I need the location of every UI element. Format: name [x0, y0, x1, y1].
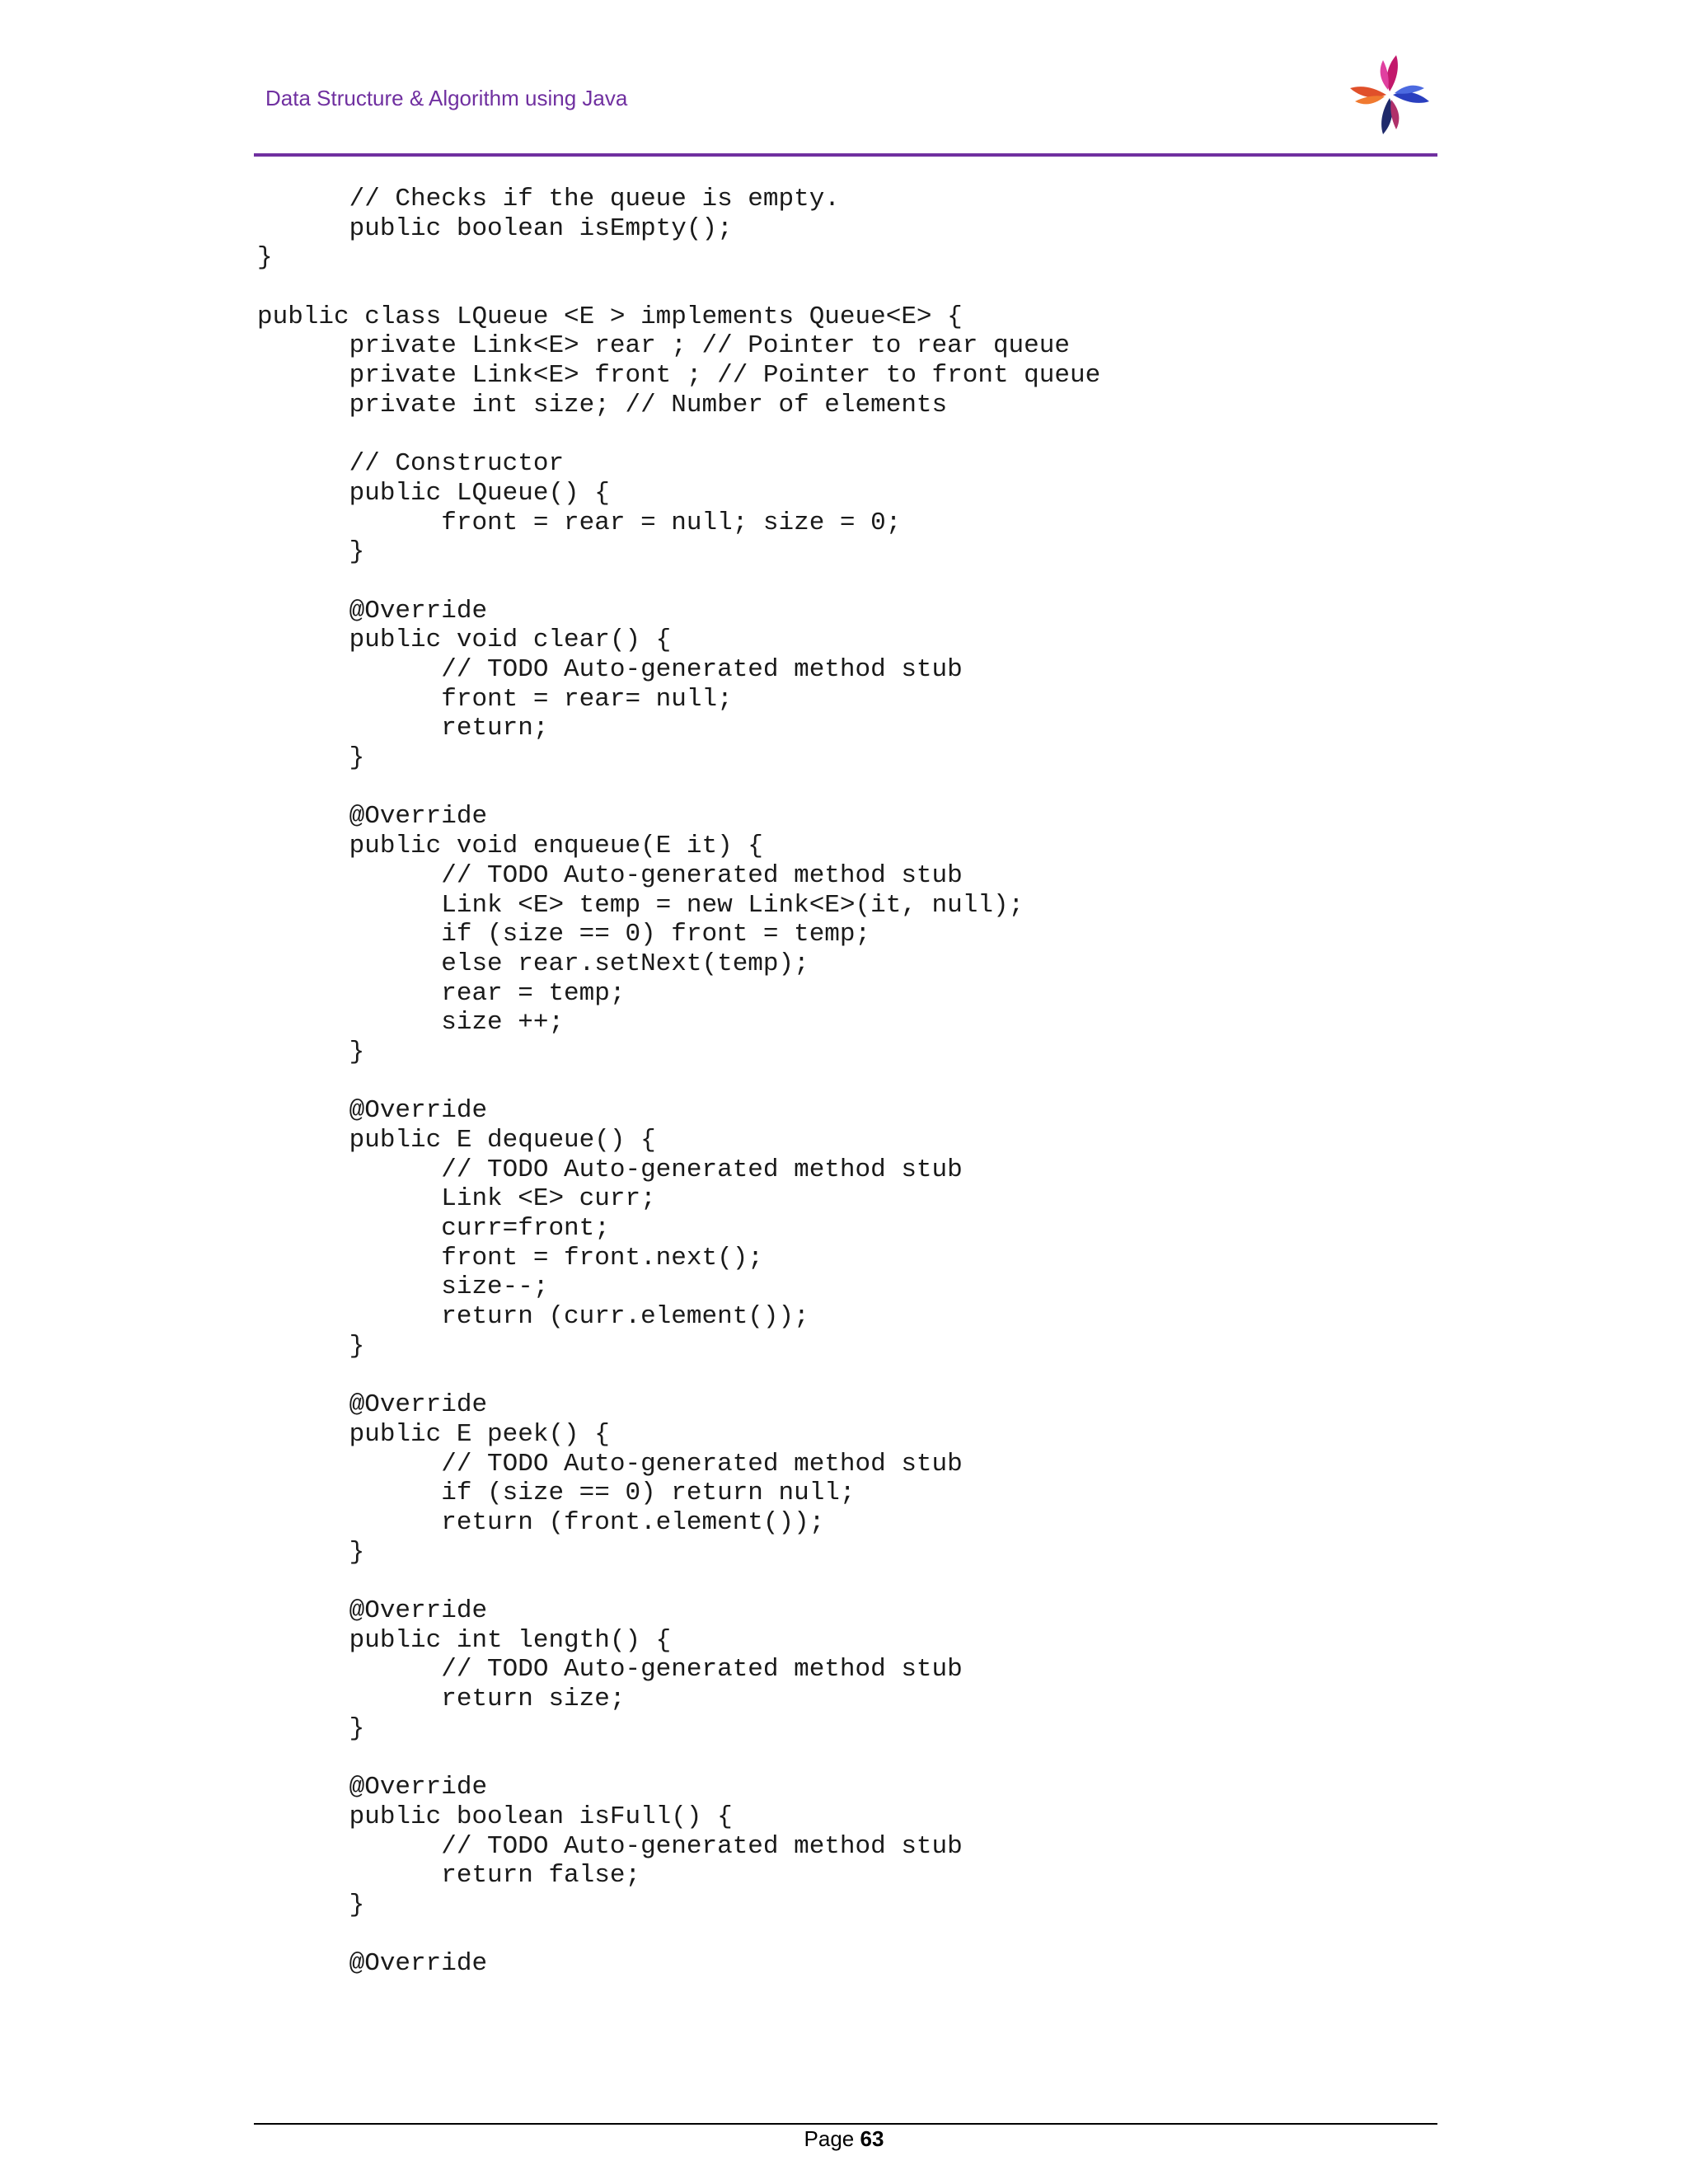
code-line: public void clear() {: [257, 626, 672, 655]
code-line: size--;: [257, 1272, 549, 1302]
code-line: @Override: [257, 1390, 488, 1420]
pinwheel-logo-icon: [1343, 51, 1436, 138]
header-title: Data Structure & Algorithm using Java: [265, 86, 628, 110]
code-line: public class LQueue <E > implements Queue<E> {: [257, 302, 963, 331]
code-line: return (curr.element());: [257, 1302, 809, 1332]
code-line: front = rear = null; size = 0;: [257, 508, 902, 537]
code-line: // Checks if the queue is empty.: [257, 185, 840, 213]
page-label: Page: [804, 2126, 855, 2151]
code-line: @Override: [257, 1949, 488, 1979]
code-line: @Override: [257, 596, 488, 626]
code-line: private Link<E> front ; // Pointer to front queue: [257, 361, 1101, 391]
code-line: return;: [257, 714, 549, 743]
code-line: front = rear= null;: [257, 684, 733, 714]
code-line: // TODO Auto-generated method stub: [257, 1155, 963, 1184]
page-number: 63: [860, 2126, 884, 2151]
code-line: public E peek() {: [257, 1419, 610, 1449]
code-line: private Link<E> rear ; // Pointer to rear queue: [257, 331, 1070, 361]
code-line: }: [257, 1537, 365, 1567]
page-footer: [0, 2126, 1688, 2152]
code-line: return (front.element());: [257, 1507, 825, 1537]
code-line: [257, 1743, 1100, 1773]
code-line: // TODO Auto-generated method stub: [257, 1655, 963, 1685]
code-line: rear = temp;: [257, 978, 626, 1008]
code-line: public LQueue() {: [257, 478, 610, 508]
code-line: return false;: [257, 1861, 641, 1891]
code-line: [257, 1361, 1100, 1391]
code-line: // TODO Auto-generated method stub: [257, 1831, 963, 1861]
code-line: // TODO Auto-generated method stub: [257, 1449, 963, 1479]
code-line: // TODO Auto-generated method stub: [257, 655, 963, 684]
code-line: }: [257, 1037, 365, 1066]
code-line: size ++;: [257, 1008, 565, 1038]
code-line: front = front.next();: [257, 1243, 763, 1272]
code-line: }: [257, 243, 273, 273]
code-line: [257, 1920, 1100, 1950]
code-line: [257, 273, 1100, 302]
code-line: @Override: [257, 1596, 488, 1625]
code-line: }: [257, 1713, 365, 1743]
header-divider: [254, 153, 1437, 157]
code-line: curr=front;: [257, 1214, 610, 1244]
code-line: [257, 773, 1100, 803]
code-line: public void enqueue(E it) {: [257, 832, 763, 861]
code-line: @Override: [257, 1773, 488, 1802]
code-line: Link <E> temp = new Link<E>(it, null);: [257, 890, 1025, 920]
code-line: public int length() {: [257, 1625, 672, 1655]
code-line: [257, 1067, 1100, 1097]
code-line: [257, 567, 1100, 597]
code-line: private int size; // Number of elements: [257, 390, 948, 419]
code-line: }: [257, 1890, 365, 1919]
code-line: }: [257, 1331, 365, 1361]
code-line: @Override: [257, 1096, 488, 1126]
code-line: @Override: [257, 802, 488, 832]
code-line: if (size == 0) return null;: [257, 1479, 856, 1508]
code-line: Link <E> curr;: [257, 1184, 656, 1214]
code-line: // Constructor: [257, 449, 565, 479]
code-line: }: [257, 537, 365, 567]
code-line: [257, 1567, 1100, 1596]
code-line: // TODO Auto-generated method stub: [257, 860, 963, 890]
code-line: else rear.setNext(temp);: [257, 949, 809, 978]
code-line: public E dequeue() {: [257, 1126, 656, 1155]
code-line: public boolean isEmpty();: [257, 213, 733, 243]
code-line: public boolean isFull() {: [257, 1802, 733, 1831]
footer-divider: [254, 2123, 1437, 2125]
code-line: [257, 420, 1100, 450]
code-line: if (size == 0) front = temp;: [257, 920, 871, 949]
code-line: }: [257, 743, 365, 773]
code-listing: [257, 185, 1100, 1979]
code-line: return size;: [257, 1685, 626, 1714]
